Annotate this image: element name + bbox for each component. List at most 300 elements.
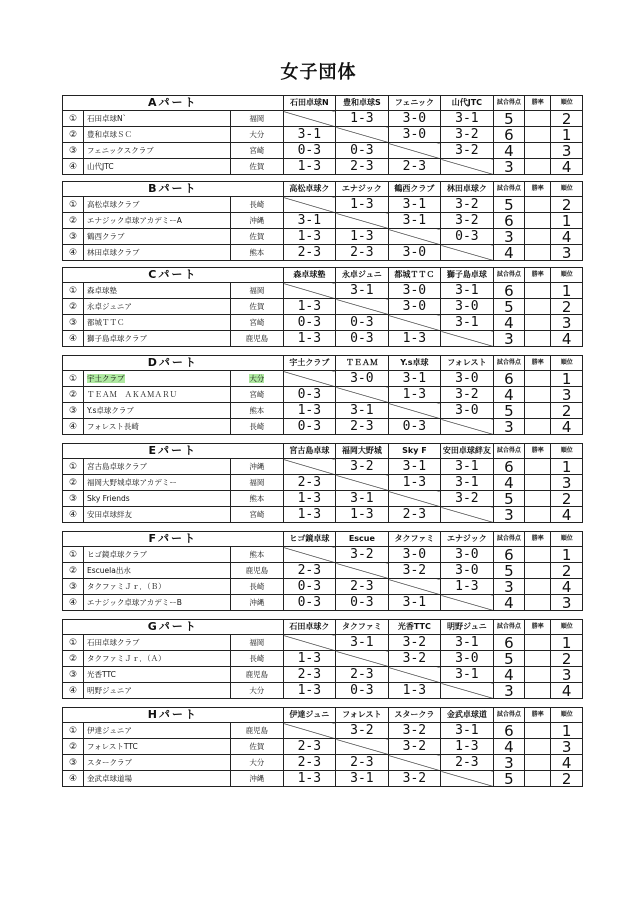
match-score: 3-1 — [336, 635, 389, 651]
team-number: ② — [63, 387, 84, 403]
opponent-header: 石田卓球ク — [283, 620, 336, 635]
match-score: 3-2 — [441, 197, 494, 213]
win-rate — [525, 299, 551, 315]
match-score: 3-2 — [336, 459, 389, 475]
match-points: 5 — [493, 651, 525, 667]
team-row — [63, 755, 583, 771]
self-match-cell — [283, 283, 336, 299]
self-match-cell — [336, 213, 389, 229]
team-row — [63, 771, 583, 787]
team-row — [63, 403, 583, 419]
team-name — [84, 459, 231, 475]
team-name — [84, 245, 231, 261]
win-rate — [525, 159, 551, 175]
team-prefecture — [231, 635, 284, 651]
team-name — [84, 491, 231, 507]
team-rank: 4 — [551, 579, 583, 595]
points-header: 試合得点 — [493, 708, 525, 723]
win-rate — [525, 771, 551, 787]
match-points: 4 — [493, 387, 525, 403]
team-row — [63, 229, 583, 245]
match-score: 1-3 — [283, 159, 336, 175]
team-row — [63, 245, 583, 261]
match-points: 4 — [493, 595, 525, 611]
wins-header: 勝率 — [525, 444, 551, 459]
team-prefecture — [231, 299, 284, 315]
opponent-header: Y.s卓球 — [388, 356, 441, 371]
match-score: 0-3 — [283, 419, 336, 435]
team-name — [84, 143, 231, 159]
match-score: 2-3 — [283, 667, 336, 683]
pool-header-row — [63, 356, 583, 371]
team-name — [84, 755, 231, 771]
match-points: 3 — [493, 331, 525, 347]
team-prefecture — [231, 315, 284, 331]
team-name — [84, 563, 231, 579]
team-prefecture-text: 福岡 — [249, 477, 265, 487]
team-prefecture-text: 大分 — [249, 685, 265, 695]
opponent-header: 鶴西クラブ — [388, 182, 441, 197]
team-rank: 1 — [551, 371, 583, 387]
pool-table — [62, 355, 583, 435]
team-name — [84, 197, 231, 213]
team-name — [84, 667, 231, 683]
team-number: ④ — [63, 595, 84, 611]
match-score: 3-1 — [336, 283, 389, 299]
match-score: 1-3 — [388, 387, 441, 403]
team-name — [84, 213, 231, 229]
team-rank: 1 — [551, 635, 583, 651]
opponent-header: 光香TTC — [388, 620, 441, 635]
team-row — [63, 331, 583, 347]
match-score: 3-1 — [388, 595, 441, 611]
match-score: 1-3 — [283, 403, 336, 419]
match-score: 3-1 — [388, 213, 441, 229]
team-prefecture-text: 沖縄 — [249, 215, 265, 225]
win-rate — [525, 331, 551, 347]
self-match-cell — [283, 371, 336, 387]
pool-table — [62, 95, 583, 175]
win-rate — [525, 315, 551, 331]
match-score: 3-0 — [441, 547, 494, 563]
team-rank: 1 — [551, 547, 583, 563]
self-match-cell — [441, 507, 494, 523]
team-name-text: Sky Friends — [87, 493, 130, 503]
match-score: 1-3 — [336, 197, 389, 213]
match-points: 6 — [493, 635, 525, 651]
self-match-cell — [283, 723, 336, 739]
team-prefecture — [231, 563, 284, 579]
self-match-cell — [388, 403, 441, 419]
match-points: 4 — [493, 245, 525, 261]
team-prefecture-text: 福岡 — [249, 285, 265, 295]
team-number: ① — [63, 459, 84, 475]
self-match-cell — [441, 683, 494, 699]
match-score: 2-3 — [388, 159, 441, 175]
match-score: 1-3 — [283, 683, 336, 699]
team-number: ② — [63, 651, 84, 667]
match-score: 2-3 — [336, 159, 389, 175]
pool-header-row — [63, 96, 583, 111]
pool-header-row — [63, 532, 583, 547]
self-match-cell — [388, 491, 441, 507]
match-score: 3-0 — [336, 371, 389, 387]
team-name-text: 山代JTC — [87, 161, 114, 171]
team-row — [63, 213, 583, 229]
team-prefecture — [231, 723, 284, 739]
match-score: 3-0 — [441, 563, 494, 579]
team-prefecture — [231, 111, 284, 127]
match-points: 5 — [493, 299, 525, 315]
match-score: 1-3 — [336, 229, 389, 245]
team-prefecture — [231, 595, 284, 611]
team-number: ③ — [63, 143, 84, 159]
opponent-header: 宇土クラブ — [283, 356, 336, 371]
match-score: 3-1 — [441, 459, 494, 475]
team-name-text: 金武卓球道場 — [87, 773, 132, 783]
match-score: 1-3 — [388, 331, 441, 347]
pool-name: Eパート — [63, 444, 284, 459]
win-rate — [525, 283, 551, 299]
win-rate — [525, 563, 551, 579]
team-name-text: 森卓球塾 — [87, 285, 117, 295]
match-points: 6 — [493, 459, 525, 475]
team-name-text: ＴＥＡＭ ＡＫＡＭＡＲＵ — [87, 389, 177, 399]
opponent-header: フェニック — [388, 96, 441, 111]
team-prefecture-text: 沖縄 — [249, 773, 265, 783]
self-match-cell — [441, 419, 494, 435]
match-score: 3-2 — [441, 127, 494, 143]
self-match-cell — [441, 331, 494, 347]
match-score: 3-1 — [336, 771, 389, 787]
win-rate — [525, 459, 551, 475]
team-row — [63, 371, 583, 387]
team-name — [84, 595, 231, 611]
team-prefecture-text: 宮崎 — [249, 389, 265, 399]
team-name-text: Y.s卓球クラブ — [87, 405, 134, 415]
points-header: 試合得点 — [493, 620, 525, 635]
team-name-text: 獅子島卓球クラブ — [87, 333, 147, 343]
pool-name: Fパート — [63, 532, 284, 547]
match-score: 1-3 — [441, 739, 494, 755]
team-rank: 2 — [551, 563, 583, 579]
self-match-cell — [336, 563, 389, 579]
team-prefecture-text: 大分 — [249, 129, 265, 139]
match-score: 3-1 — [388, 459, 441, 475]
team-number: ① — [63, 547, 84, 563]
team-rank: 1 — [551, 723, 583, 739]
match-score: 3-2 — [388, 635, 441, 651]
team-rank: 2 — [551, 771, 583, 787]
team-prefecture-text: 佐賀 — [249, 301, 265, 311]
team-rank: 4 — [551, 331, 583, 347]
match-score: 3-0 — [388, 547, 441, 563]
match-score: 2-3 — [283, 755, 336, 771]
team-number: ① — [63, 197, 84, 213]
team-prefecture-text: 熊本 — [249, 493, 265, 503]
match-score: 3-1 — [441, 315, 494, 331]
team-prefecture-text: 大分 — [249, 757, 265, 767]
match-score: 3-2 — [441, 143, 494, 159]
team-name — [84, 315, 231, 331]
team-name-text: 安田卓球絆友 — [87, 509, 132, 519]
team-prefecture — [231, 197, 284, 213]
team-rank: 3 — [551, 315, 583, 331]
self-match-cell — [388, 229, 441, 245]
team-rank: 2 — [551, 491, 583, 507]
match-score: 3-1 — [283, 213, 336, 229]
match-score: 0-3 — [283, 595, 336, 611]
team-name-text: 伊達ジュニア — [87, 725, 132, 735]
match-score: 3-2 — [388, 771, 441, 787]
win-rate — [525, 387, 551, 403]
team-number: ① — [63, 371, 84, 387]
match-score: 3-0 — [441, 371, 494, 387]
opponent-header: タクファミ — [388, 532, 441, 547]
team-name-text: ヒゴ鏡卓球クラブ — [87, 549, 147, 559]
team-name — [84, 475, 231, 491]
match-score: 0-3 — [336, 331, 389, 347]
match-score: 2-3 — [283, 245, 336, 261]
pool-name: Bパート — [63, 182, 284, 197]
win-rate — [525, 579, 551, 595]
team-prefecture-text: 福岡 — [249, 637, 265, 647]
match-points: 3 — [493, 507, 525, 523]
match-score: 2-3 — [283, 475, 336, 491]
opponent-header: 永卓ジュニ — [336, 268, 389, 283]
match-score: 3-1 — [388, 371, 441, 387]
win-rate — [525, 245, 551, 261]
team-number: ① — [63, 723, 84, 739]
self-match-cell — [388, 143, 441, 159]
match-score: 2-3 — [336, 667, 389, 683]
team-name — [84, 651, 231, 667]
team-number: ② — [63, 739, 84, 755]
team-rank: 3 — [551, 143, 583, 159]
team-prefecture-text: 熊本 — [249, 247, 265, 257]
team-prefecture-text: 鹿児島 — [245, 565, 269, 575]
self-match-cell — [336, 739, 389, 755]
match-score: 3-1 — [441, 723, 494, 739]
opponent-header: フォレスト — [336, 708, 389, 723]
team-prefecture-text: 福岡 — [249, 113, 265, 123]
match-score: 2-3 — [283, 739, 336, 755]
match-points: 4 — [493, 315, 525, 331]
pool-table — [62, 707, 583, 787]
match-points: 6 — [493, 371, 525, 387]
team-name — [84, 419, 231, 435]
team-rank: 2 — [551, 197, 583, 213]
pool-name: Hパート — [63, 708, 284, 723]
match-score: 3-0 — [441, 299, 494, 315]
win-rate — [525, 595, 551, 611]
pool-header-row — [63, 182, 583, 197]
team-number: ④ — [63, 245, 84, 261]
match-points: 3 — [493, 419, 525, 435]
team-name-text: 都城ＴＴＣ — [87, 317, 125, 327]
team-row — [63, 739, 583, 755]
match-score: 0-3 — [336, 315, 389, 331]
opponent-header: 獅子島卓球 — [441, 268, 494, 283]
team-rank: 4 — [551, 755, 583, 771]
win-rate — [525, 403, 551, 419]
match-points: 5 — [493, 771, 525, 787]
match-points: 5 — [493, 491, 525, 507]
win-rate — [525, 683, 551, 699]
opponent-header: 林田卓球ク — [441, 182, 494, 197]
team-name — [84, 579, 231, 595]
self-match-cell — [441, 159, 494, 175]
team-row — [63, 475, 583, 491]
win-rate — [525, 651, 551, 667]
team-prefecture-text: 鹿児島 — [245, 669, 269, 679]
self-match-cell — [283, 635, 336, 651]
match-score: 0-3 — [283, 387, 336, 403]
match-score: 0-3 — [283, 315, 336, 331]
match-score: 0-3 — [336, 143, 389, 159]
match-score: 1-3 — [283, 507, 336, 523]
win-rate — [525, 213, 551, 229]
win-rate — [525, 229, 551, 245]
match-points: 4 — [493, 667, 525, 683]
team-number: ④ — [63, 771, 84, 787]
pool-table — [62, 267, 583, 347]
match-score: 0-3 — [336, 683, 389, 699]
team-prefecture — [231, 331, 284, 347]
match-score: 2-3 — [336, 755, 389, 771]
team-prefecture — [231, 771, 284, 787]
self-match-cell — [336, 387, 389, 403]
match-score: 3-1 — [388, 197, 441, 213]
team-number: ① — [63, 111, 84, 127]
win-rate — [525, 371, 551, 387]
wins-header: 勝率 — [525, 182, 551, 197]
team-prefecture-text: 宮崎 — [249, 509, 265, 519]
match-score: 2-3 — [336, 245, 389, 261]
team-name — [84, 331, 231, 347]
team-row — [63, 387, 583, 403]
team-prefecture — [231, 387, 284, 403]
match-score: 3-0 — [388, 245, 441, 261]
team-rank: 1 — [551, 127, 583, 143]
match-score: 0-3 — [283, 143, 336, 159]
team-number: ② — [63, 127, 84, 143]
team-prefecture-text: 沖縄 — [249, 461, 265, 471]
match-score: 1-3 — [283, 331, 336, 347]
team-prefecture-text: 熊本 — [249, 405, 265, 415]
team-rank: 3 — [551, 595, 583, 611]
team-row — [63, 579, 583, 595]
pool-table — [62, 181, 583, 261]
team-number: ④ — [63, 507, 84, 523]
team-rank: 4 — [551, 419, 583, 435]
match-score: 1-3 — [388, 475, 441, 491]
team-row — [63, 547, 583, 563]
match-score: 2-3 — [388, 507, 441, 523]
team-row — [63, 723, 583, 739]
wins-header: 勝率 — [525, 708, 551, 723]
match-score: 3-1 — [441, 635, 494, 651]
self-match-cell — [336, 651, 389, 667]
team-rank: 3 — [551, 475, 583, 491]
team-prefecture-text: 長崎 — [249, 199, 265, 209]
match-score: 3-0 — [441, 651, 494, 667]
match-score: 3-2 — [441, 387, 494, 403]
team-rank: 4 — [551, 159, 583, 175]
team-name — [84, 127, 231, 143]
opponent-header: 森卓球塾 — [283, 268, 336, 283]
wins-header: 勝率 — [525, 356, 551, 371]
team-prefecture — [231, 459, 284, 475]
team-rank: 3 — [551, 739, 583, 755]
pool-name: Aパート — [63, 96, 284, 111]
match-score: 1-3 — [336, 111, 389, 127]
pool-table — [62, 619, 583, 699]
team-name — [84, 547, 231, 563]
team-number: ② — [63, 563, 84, 579]
win-rate — [525, 111, 551, 127]
team-name — [84, 229, 231, 245]
team-rank: 2 — [551, 299, 583, 315]
self-match-cell — [388, 755, 441, 771]
self-match-cell — [441, 771, 494, 787]
match-score: 3-2 — [336, 547, 389, 563]
team-name-text: 石田卓球N` — [87, 113, 127, 123]
team-name-text: フォレストTTC — [87, 741, 138, 751]
match-score: 0-3 — [441, 229, 494, 245]
team-number: ② — [63, 475, 84, 491]
team-number: ③ — [63, 403, 84, 419]
team-prefecture-text: 佐賀 — [249, 161, 265, 171]
opponent-header: 金武卓球道 — [441, 708, 494, 723]
team-prefecture — [231, 159, 284, 175]
self-match-cell — [336, 299, 389, 315]
team-number: ① — [63, 283, 84, 299]
team-prefecture-text: 宮崎 — [249, 145, 265, 155]
match-score: 3-2 — [388, 723, 441, 739]
team-row — [63, 143, 583, 159]
match-score: 0-3 — [388, 419, 441, 435]
pool-table — [62, 443, 583, 523]
team-row — [63, 159, 583, 175]
team-number: ① — [63, 635, 84, 651]
team-number: ④ — [63, 683, 84, 699]
team-number: ② — [63, 299, 84, 315]
team-row — [63, 507, 583, 523]
team-row — [63, 563, 583, 579]
team-row — [63, 419, 583, 435]
team-rank: 3 — [551, 387, 583, 403]
team-prefecture — [231, 127, 284, 143]
team-prefecture-text: 熊本 — [249, 549, 265, 559]
match-score: 0-3 — [336, 595, 389, 611]
team-number: ③ — [63, 229, 84, 245]
match-points: 3 — [493, 683, 525, 699]
win-rate — [525, 755, 551, 771]
team-prefecture-text: 大分 — [249, 373, 265, 383]
team-prefecture-text: 鹿児島 — [245, 333, 269, 343]
team-rank: 1 — [551, 283, 583, 299]
rank-header: 順位 — [551, 96, 583, 111]
team-prefecture — [231, 419, 284, 435]
team-row — [63, 595, 583, 611]
wins-header: 勝率 — [525, 96, 551, 111]
win-rate — [525, 475, 551, 491]
team-name — [84, 507, 231, 523]
match-points: 6 — [493, 283, 525, 299]
team-name-text: フェニックスクラブ — [87, 145, 154, 155]
team-name-text: エナジック卓球アカデミーA — [87, 215, 182, 225]
